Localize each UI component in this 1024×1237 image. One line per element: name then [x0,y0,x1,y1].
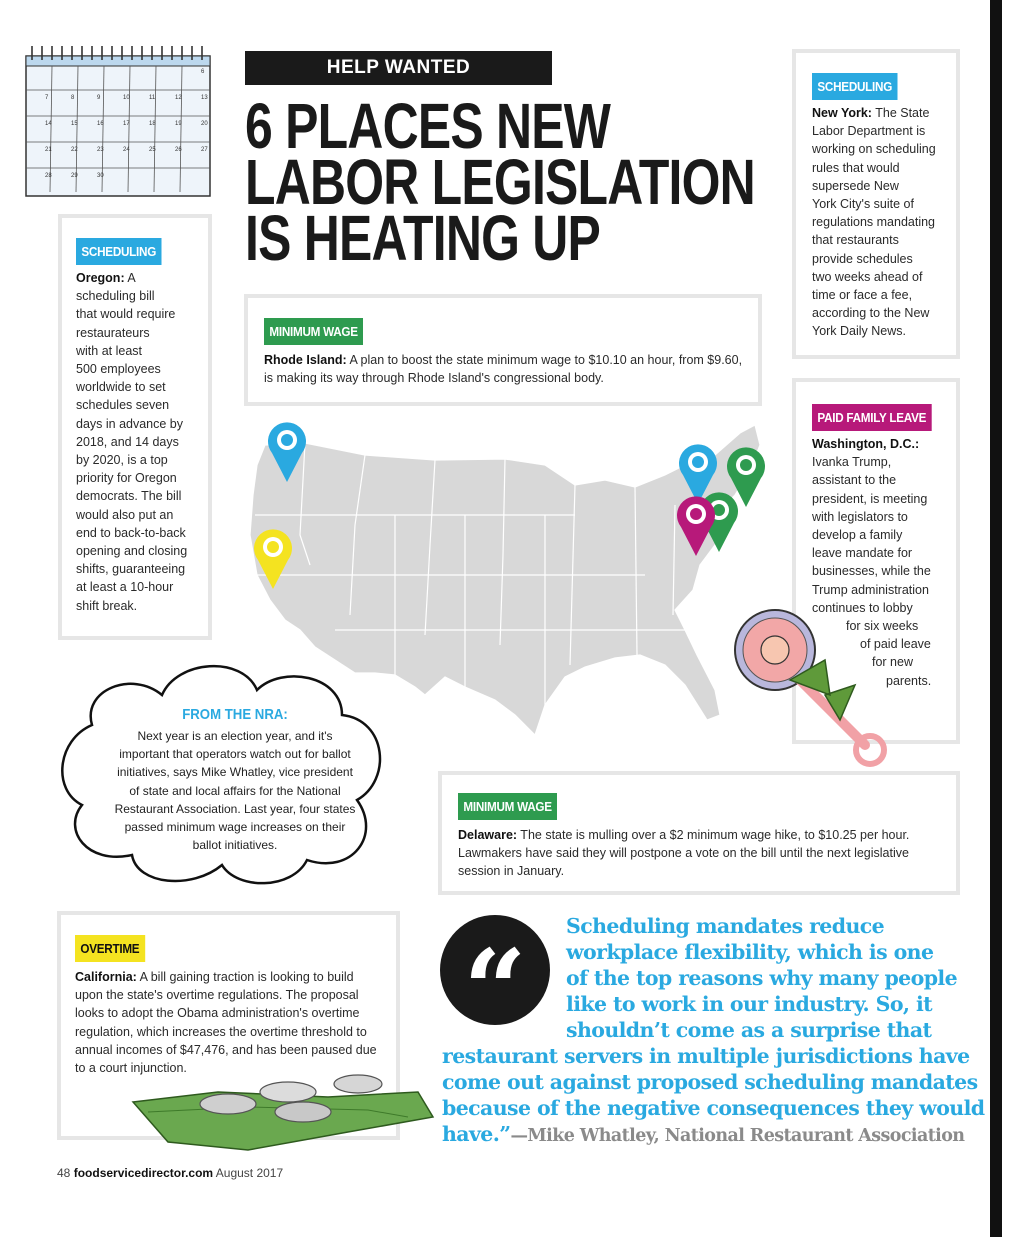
new-york-lead: New York: [812,106,872,120]
dc-text: Washington, D.C.: Ivanka Trump, assistant to the president, is meeting with legislators to develop a family leave mandate for businesses, while the Trump administration continues to lobby for six weeks of paid leave for new parents. [812,437,932,688]
delaware-text: Delaware: The state is mulling over a $2 minimum wage hike, to $10.25 per hour. Lawmakers have said they will postpone a vote on the bill until the next legislative session in January. [458,828,910,879]
calendar-day: 14 [45,121,52,127]
quote-line: Scheduling mandates reduce [566,914,885,938]
quote-line: because of the negative consequences they would [442,1096,985,1120]
rattle-icon [730,605,895,775]
california-text: California: A bill gaining traction is looking to build upon the state's overtime regulations. The proposal looks to adopt the Obama administration's overtime regulation, which increases the overtime threshold to annual incomes of $47,476, and has been paused due to a court injunction. [75,970,377,1076]
rhode-island-text: Rhode Island: A plan to boost the state minimum wage to $10.10 an hour, from $9.60, is making its way through Rhode Island's congressional body. [264,353,743,386]
calendar-day: 24 [123,147,130,153]
page-number: 48 [57,1166,71,1180]
minimum-wage-tag: MINIMUM WAGE [264,318,363,345]
calendar-icon [20,42,216,200]
calendar-day: 28 [45,173,52,179]
scheduling-tag: SCHEDULING [76,238,161,265]
oregon-box [58,214,212,640]
calendar-day: 16 [97,121,104,127]
section-kicker: HELP WANTED [245,51,552,85]
map-pin-icon [266,420,308,484]
quote-line: of the top reasons why many people [566,966,958,990]
calendar-day: 7 [45,95,49,101]
quote-line: shouldn’t come as a surprise that [566,1018,932,1042]
calendar-day: 6 [201,69,205,75]
delaware-lead: Delaware: [458,828,518,842]
quote-attribution: —Mike Whatley, National Restaurant Association [510,1126,965,1146]
oregon-text: Oregon: A scheduling bill that would require restaurateurs with at least 500 employees worldwide to set schedules seven days in advance by 2018, and 14 days by 2020, is a top priority for Oregon democrats. The bill would also put an end to back-to-back opening and closing shifts, guaranteeing at least a 10-hour shift break. [76,271,188,613]
issue-date: August 2017 [215,1166,284,1180]
oregon-lead: Oregon: [76,271,125,285]
calendar-day: 29 [71,173,78,179]
quote-line: restaurant servers in multiple jurisdictions have [442,1044,970,1068]
new-york-box [792,49,960,359]
quote-line: come out against proposed scheduling mandates [442,1070,978,1094]
new-york-text: New York: The State Labor Department is working on scheduling rules that would supersede New York City's suite of regulations mandating that restaurants provide schedules two weeks ahead of time or face a fee, according to the New York Daily News. [812,106,936,339]
quote-line-final: have.”—Mike Whatley, National Restaurant Association [442,1122,965,1146]
calendar-day: 26 [175,147,182,153]
paid-family-leave-tag: PAID FAMILY LEAVE [812,404,932,431]
calendar-day: 22 [71,147,78,153]
quote-icon: “ [440,915,550,1025]
calendar-day: 21 [45,147,52,153]
calendar-day: 25 [149,147,156,153]
quote-line: like to work in our industry. So, it [566,992,933,1016]
site-name: foodservicedirector.com [73,1166,214,1180]
page-footer [57,1166,283,1180]
calendar-day: 23 [97,147,104,153]
calendar-day: 19 [175,121,182,127]
nra-title: FROM THE NRA: [182,706,288,723]
calendar-day: 9 [97,95,101,101]
headline-line: LABOR LEGISLATION [245,146,755,218]
calendar-day: 20 [201,121,208,127]
headline-line: 6 PLACES NEW [245,90,611,162]
rhode-island-lead: Rhode Island: [264,353,347,367]
calendar-day: 12 [175,95,182,101]
calendar-day: 8 [71,95,75,101]
nra-note [90,706,380,854]
calendar-day: 18 [149,121,156,127]
overtime-tag: OVERTIME [75,935,145,962]
map-pin-icon [675,494,717,558]
calendar-day: 11 [149,95,156,101]
nra-body: Next year is an election year, and it's important that operators watch out for ballot initiatives, says Mike Whatley, vice president of state and local affairs for the National Restaurant Association. Last year, four states passed minimum wage increases on their ballot initiatives. [114,729,356,853]
minimum-wage-tag: MINIMUM WAGE [458,793,557,820]
calendar-day: 17 [123,121,130,127]
calendar-day: 27 [201,147,208,153]
delaware-box [438,771,960,895]
calendar-day: 30 [97,173,104,179]
quote-line: workplace flexibility, which is one [566,940,934,964]
money-icon [128,1062,438,1152]
page-edge-bar [990,0,1002,1237]
map-pin-icon [252,527,294,591]
headline-line: IS HEATING UP [245,202,601,274]
dc-lead: Washington, D.C.: [812,437,920,451]
rhode-island-box [244,294,762,406]
california-lead: California: [75,970,137,984]
page-title [245,90,755,274]
calendar-day: 15 [71,121,78,127]
calendar-day: 13 [201,95,208,101]
calendar-day: 10 [123,95,130,101]
scheduling-tag: SCHEDULING [812,73,897,100]
